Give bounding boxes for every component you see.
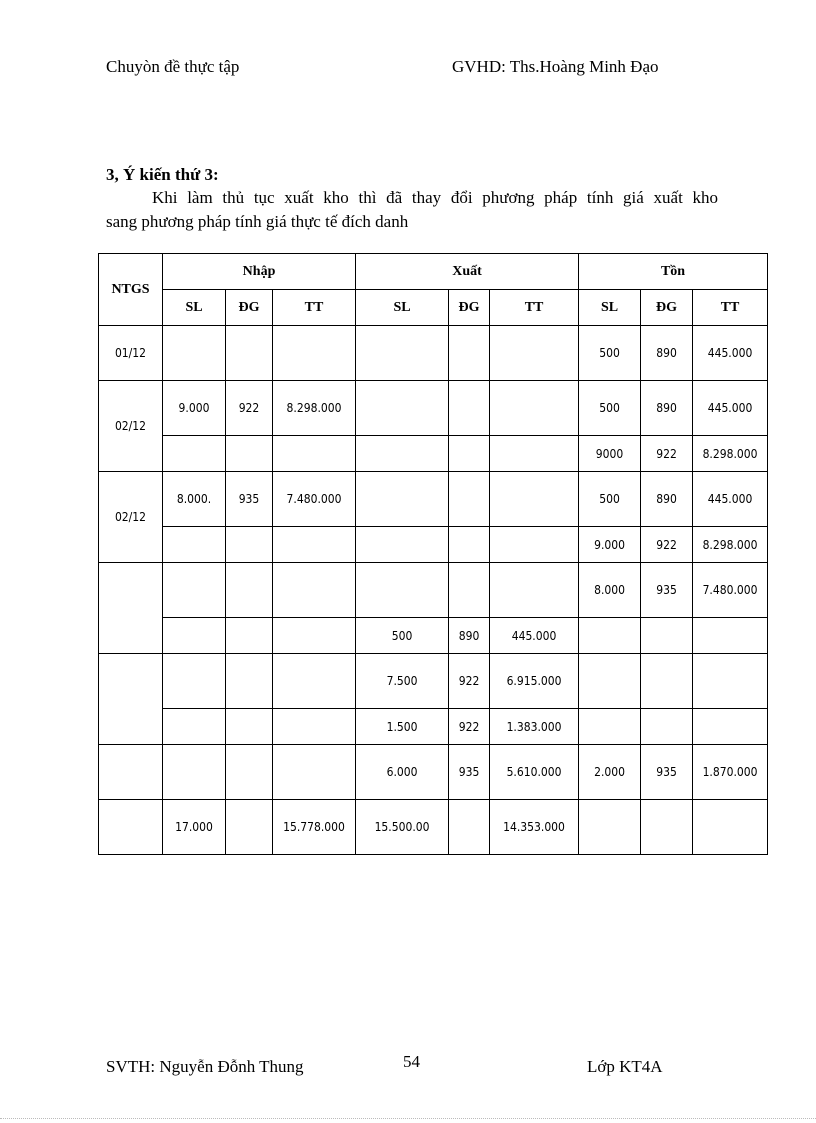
ntgs-cell: 01/12 [99,326,163,381]
page-bottom-rule [0,1118,816,1119]
xuat-tt-cell [490,563,579,618]
table-row [99,618,768,654]
ton-sl-cell: 9.000 [579,527,641,563]
ton-tt-cell: 445.000 [693,472,768,527]
nhap-dg-cell [226,745,273,800]
ton-tt-cell [693,618,768,654]
nhap-tt-cell [273,745,356,800]
paragraph-line-2: sang phương pháp tính giá thực tế đích danh [106,212,409,231]
table-row [99,472,768,527]
ntgs-cell: 02/12 [99,381,163,472]
nhap-tt-cell [273,654,356,709]
ton-tt-cell: 445.000 [693,381,768,436]
nhap-sl-cell [163,563,226,618]
nhap-sl-cell [163,618,226,654]
ntgs-header: NTGS [99,254,163,326]
ton-dg-cell: 890 [641,472,693,527]
xuat-dg-cell: 922 [449,654,490,709]
table-body [99,326,768,855]
table-row [99,654,768,709]
nhap-tt-cell [273,618,356,654]
ton-sl-cell: 9000 [579,436,641,472]
ton-tt-cell [693,800,768,855]
ton-tt-cell: 8.298.000 [693,436,768,472]
xuat-dg-cell [449,527,490,563]
ntgs-cell: 02/12 [99,472,163,563]
xuat-sl-cell: 7.500 [356,654,449,709]
nhap-sl-cell: 9.000 [163,381,226,436]
nhap-tt-cell [273,709,356,745]
nhap-tt-cell [273,326,356,381]
nhap-header: Nhập [163,254,356,290]
nhap-tt-cell [273,527,356,563]
nhap-tt-cell: 7.480.000 [273,472,356,527]
xuat-tt-cell [490,326,579,381]
xuat-tt-cell: 1.383.000 [490,709,579,745]
xuat-header: Xuất [356,254,579,290]
table-row [99,745,768,800]
xuat-sl-cell [356,326,449,381]
xuat-sl-cell: 500 [356,618,449,654]
ton-tt-cell: 1.870.000 [693,745,768,800]
xuat-dg-cell [449,800,490,855]
xuat-tt-cell: 6.915.000 [490,654,579,709]
sub-header-sl: SL [163,290,226,326]
xuat-dg-cell [449,381,490,436]
table-row [99,563,768,618]
ton-dg-cell: 890 [641,326,693,381]
sub-header-tt: TT [273,290,356,326]
nhap-dg-cell [226,326,273,381]
xuat-sl-cell [356,436,449,472]
xuat-sl-cell: 1.500 [356,709,449,745]
xuat-sl-cell: 6.000 [356,745,449,800]
table-row [99,326,768,381]
nhap-sl-cell [163,527,226,563]
ton-dg-cell: 922 [641,527,693,563]
nhap-tt-cell: 8.298.000 [273,381,356,436]
header-right: GVHD: Ths.Hoàng Minh Đạo [452,57,659,76]
nhap-tt-cell [273,563,356,618]
xuat-sl-cell: 15.500.00 [356,800,449,855]
inventory-table [98,253,768,855]
xuat-tt-cell [490,381,579,436]
xuat-tt-cell: 445.000 [490,618,579,654]
sub-header-dg: ĐG [226,290,273,326]
xuat-sl-cell [356,381,449,436]
nhap-dg-cell [226,618,273,654]
ntgs-cell [99,654,163,745]
xuat-sl-cell [356,472,449,527]
xuat-tt-cell: 5.610.000 [490,745,579,800]
header-left: Chuyòn đề thực tập [106,57,240,76]
sub-header-dg: ĐG [449,290,490,326]
sub-header-sl: SL [356,290,449,326]
ton-dg-cell [641,800,693,855]
nhap-tt-cell [273,436,356,472]
xuat-sl-cell [356,563,449,618]
ton-dg-cell: 922 [641,436,693,472]
ton-dg-cell [641,654,693,709]
nhap-sl-cell [163,654,226,709]
nhap-dg-cell [226,436,273,472]
table-row [99,527,768,563]
ton-dg-cell: 890 [641,381,693,436]
nhap-dg-cell [226,654,273,709]
table-row [99,800,768,855]
table-row [99,436,768,472]
sub-header-tt: TT [693,290,768,326]
nhap-sl-cell [163,745,226,800]
sub-header-sl: SL [579,290,641,326]
xuat-tt-cell [490,527,579,563]
ton-dg-cell: 935 [641,745,693,800]
xuat-tt-cell [490,472,579,527]
ton-dg-cell [641,709,693,745]
page-number: 54 [403,1052,420,1071]
xuat-dg-cell: 922 [449,709,490,745]
xuat-dg-cell [449,472,490,527]
ton-dg-cell: 935 [641,563,693,618]
nhap-sl-cell [163,709,226,745]
xuat-dg-cell: 890 [449,618,490,654]
xuat-dg-cell [449,436,490,472]
ton-tt-cell [693,709,768,745]
nhap-sl-cell: 8.000. [163,472,226,527]
footer-class: Lớp KT4A [587,1057,663,1076]
nhap-dg-cell [226,563,273,618]
xuat-tt-cell: 14.353.000 [490,800,579,855]
ton-sl-cell [579,800,641,855]
ton-tt-cell: 7.480.000 [693,563,768,618]
nhap-sl-cell [163,326,226,381]
ton-tt-cell [693,654,768,709]
xuat-tt-cell [490,436,579,472]
ntgs-cell [99,745,163,800]
sub-header-tt: TT [490,290,579,326]
nhap-dg-cell [226,527,273,563]
nhap-sl-cell: 17.000 [163,800,226,855]
ton-dg-cell [641,618,693,654]
ton-sl-cell [579,654,641,709]
xuat-dg-cell [449,326,490,381]
sub-header-dg: ĐG [641,290,693,326]
ton-sl-cell: 2.000 [579,745,641,800]
footer-student: SVTH: Nguyễn Đỗnh Thung [106,1057,304,1076]
xuat-dg-cell [449,563,490,618]
ton-sl-cell [579,709,641,745]
nhap-dg-cell: 935 [226,472,273,527]
ton-sl-cell: 500 [579,326,641,381]
ntgs-cell [99,800,163,855]
ton-sl-cell: 500 [579,472,641,527]
ton-sl-cell [579,618,641,654]
table-row [99,381,768,436]
ton-header: Tồn [579,254,768,290]
ton-sl-cell: 8.000 [579,563,641,618]
paragraph-line-1: Khi làm thủ tục xuất kho thì đã thay đổi phương pháp tính giá xuất kho [152,188,718,207]
xuat-dg-cell: 935 [449,745,490,800]
ton-tt-cell: 8.298.000 [693,527,768,563]
nhap-dg-cell [226,800,273,855]
table-row [99,709,768,745]
xuat-sl-cell [356,527,449,563]
section-heading: 3, Ý kiến thứ 3: [106,165,219,184]
nhap-sl-cell [163,436,226,472]
nhap-dg-cell: 922 [226,381,273,436]
nhap-dg-cell [226,709,273,745]
ton-sl-cell: 500 [579,381,641,436]
ntgs-cell [99,563,163,654]
ton-tt-cell: 445.000 [693,326,768,381]
nhap-tt-cell: 15.778.000 [273,800,356,855]
